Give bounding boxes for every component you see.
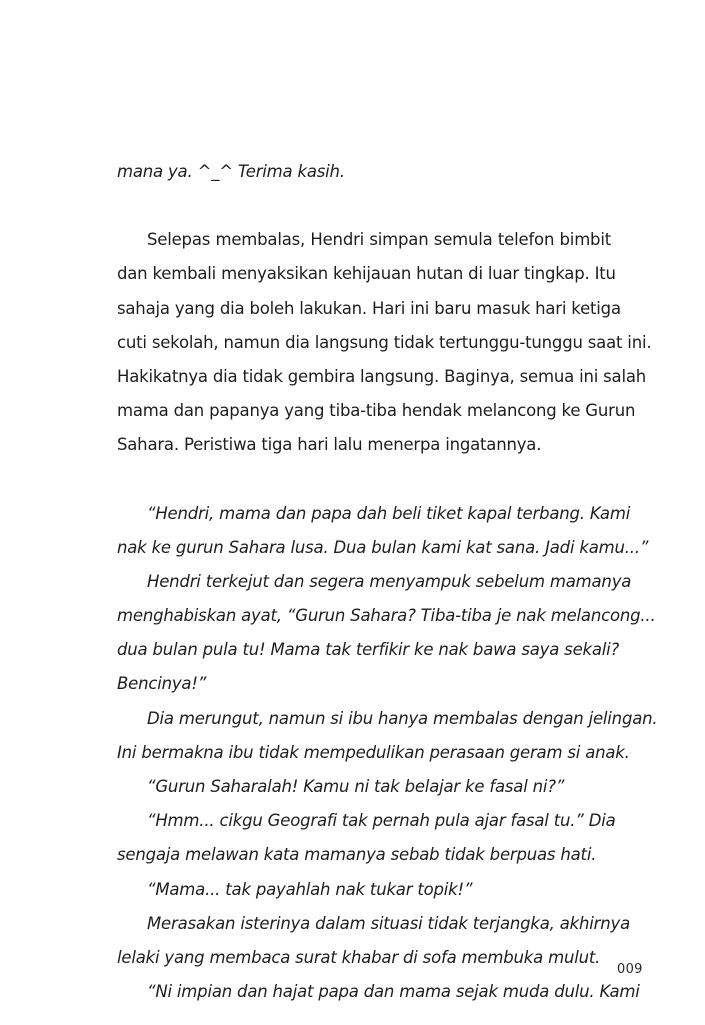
text-line: Merasakan isterinya dalam situasi tidak terjangka, akhirnya bbox=[147, 913, 630, 933]
text-line: mama dan papanya yang tiba-tiba hendak melancong ke Gurun bbox=[117, 401, 636, 421]
text-line: “Mama... tak payahlah nak tukar topik!” bbox=[147, 879, 473, 899]
text-line: “Hendri, mama dan papa dah beli tiket kapal terbang. Kami bbox=[147, 503, 631, 523]
text-line: menghabiskan ayat, “Gurun Sahara? Tiba-tiba je nak melancong... bbox=[117, 606, 656, 626]
text-line: sahaja yang dia boleh lakukan. Hari ini baru masuk hari ketiga bbox=[117, 298, 621, 318]
text-line: mana ya. ^_^ Terima kasih. bbox=[117, 162, 345, 181]
text-line: “Gurun Saharalah! Kamu ni tak belajar ke fasal ni?” bbox=[147, 777, 565, 796]
text-line: dua bulan pula tu! Mama tak terfikir ke nak bawa saya sekali? bbox=[117, 640, 620, 660]
text-line: dan kembali menyaksikan kehijauan hutan di luar tingkap. Itu bbox=[117, 264, 616, 284]
text-line: Bencinya!” bbox=[117, 674, 207, 694]
paragraph-gap bbox=[117, 463, 611, 497]
text-line: Dia merungut, namun si ibu hanya membalas dengan jelingan. bbox=[147, 708, 658, 728]
page-number: 009 bbox=[617, 962, 643, 977]
text-line: lelaki yang membaca surat khabar di sofa membuka mulut. bbox=[117, 947, 601, 967]
text-line: cuti sekolah, namun dia langsung tidak tertunggu-tunggu saat ini. bbox=[117, 332, 652, 352]
text-line: “Hmm... cikgu Geografi tak pernah pula ajar fasal tu.” Dia bbox=[147, 811, 616, 831]
text-line: Selepas membalas, Hendri simpan semula telefon bimbit bbox=[147, 230, 611, 250]
text-line: Ini bermakna ibu tidak mempedulikan perasaan geram si anak. bbox=[117, 742, 630, 762]
text-line: Hendri terkejut dan segera menyampuk sebelum mamanya bbox=[147, 571, 632, 591]
text-line: sengaja melawan kata mamanya sebab tidak berpuas hati. bbox=[117, 845, 597, 865]
text-line: Sahara. Peristiwa tiga hari lalu menerpa ingatannya. bbox=[117, 435, 542, 455]
paragraph-gap bbox=[117, 189, 611, 223]
text-line: Hakikatnya dia tidak gembira langsung. Baginya, semua ini salah bbox=[117, 366, 647, 386]
text-line: nak ke gurun Sahara lusa. Dua bulan kami kat sana. Jadi kamu...” bbox=[117, 537, 649, 557]
text-line: “Ni impian dan hajat papa dan mama sejak muda dulu. Kami bbox=[147, 982, 640, 1002]
